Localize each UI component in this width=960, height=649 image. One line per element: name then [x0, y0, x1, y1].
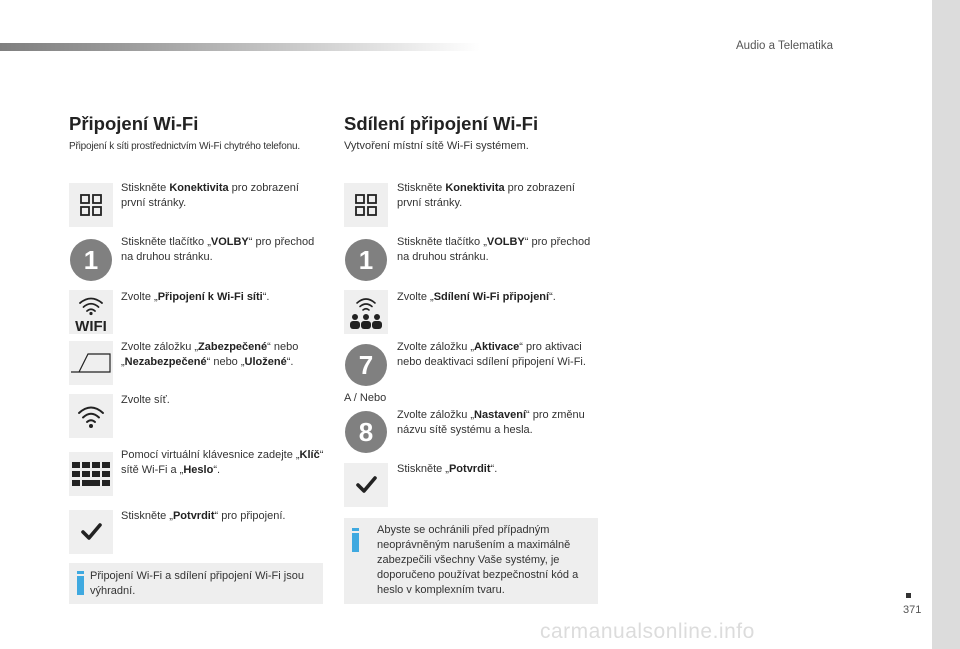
right-step-2-text: Stiskněte tlačítko „VOLBY“ pro přechod na druhou stránku. — [397, 236, 591, 263]
left-note-text: Připojení Wi-Fi a sdílení připojení Wi-Fi jsou výhradní. — [90, 570, 304, 597]
page-marker — [906, 593, 911, 598]
step-number-8-icon — [344, 410, 388, 454]
tab-shape-icon — [69, 341, 113, 385]
check-icon — [69, 510, 113, 554]
step-number-label: 7 — [358, 350, 374, 380]
step-number-label: 1 — [83, 245, 99, 275]
step-number-7-icon — [344, 343, 388, 387]
people-wifi-icon — [344, 290, 388, 334]
watermark: carmanualsonline.info — [540, 620, 755, 643]
info-icon — [77, 571, 84, 595]
left-step-2-text: Stiskněte tlačítko „VOLBY“ pro přechod na druhou stránku. — [121, 236, 315, 263]
step-number-label: 8 — [358, 417, 374, 447]
left-step-1-text: Stiskněte Konektivita pro zobrazení první stránky. — [121, 182, 299, 209]
left-step-5-text: Zvolte síť. — [121, 394, 170, 406]
section-header: Audio a Telematika — [736, 40, 833, 52]
right-subtitle: Vytvoření místní sítě Wi-Fi systémem. — [344, 140, 529, 152]
info-icon — [352, 528, 359, 552]
page-edge-strip — [932, 0, 960, 649]
right-step-6-text: Stiskněte „Potvrdit“. — [397, 463, 498, 475]
step-number-1-icon — [69, 238, 113, 282]
wifi-label-icon — [69, 290, 113, 334]
check-icon — [344, 463, 388, 507]
right-step-4-text: Zvolte záložku „Aktivace“ pro aktivaci nebo deaktivaci sdílení připojení Wi-Fi. — [397, 341, 586, 368]
keyboard-icon — [69, 452, 113, 496]
left-step-6-text: Pomocí virtuální klávesnice zadejte „Klíč“ sítě Wi-Fi a „Heslo“. — [121, 449, 324, 476]
right-step-5-text: Zvolte záložku „Nastavení“ pro změnu názvu sítě systému a hesla. — [397, 409, 585, 436]
step-number-label: 1 — [358, 245, 374, 275]
right-note-text: Abyste se ochránili před případným neoprávněným narušením a maximálně zabezpečili všechny Vaše systémy, je doporučeno používat bezpečnostní kód a heslo v komplexním tvaru. — [377, 524, 579, 596]
right-step-3-text: Zvolte „Sdílení Wi-Fi připojení“. — [397, 291, 556, 303]
left-subtitle: Připojení k síti prostřednictvím Wi-Fi chytrého telefonu. — [69, 141, 300, 152]
step-number-1-icon — [344, 238, 388, 282]
header-decor-bar — [0, 43, 480, 51]
right-title: Sdílení připojení Wi-Fi — [344, 113, 539, 134]
right-step-1-text: Stiskněte Konektivita pro zobrazení první stránky. — [397, 182, 575, 209]
grid-apps-icon — [344, 183, 388, 227]
left-step-4-text: Zvolte záložku „Zabezpečené“ nebo „Nezabezpečené“ nebo „Uložené“. — [121, 341, 299, 368]
left-step-7-text: Stiskněte „Potvrdit“ pro připojení. — [121, 510, 286, 522]
left-title: Připojení Wi-Fi — [69, 113, 199, 134]
left-step-3-text: Zvolte „Připojení k Wi-Fi síti“. — [121, 291, 270, 303]
page-number: 371 — [903, 604, 922, 616]
grid-apps-icon — [69, 183, 113, 227]
wifi-icon — [69, 394, 113, 438]
svg-text:WIFI: WIFI — [75, 318, 107, 334]
right-info-note — [344, 518, 598, 604]
left-info-note — [69, 563, 323, 604]
or-label: A / Nebo — [344, 392, 387, 404]
